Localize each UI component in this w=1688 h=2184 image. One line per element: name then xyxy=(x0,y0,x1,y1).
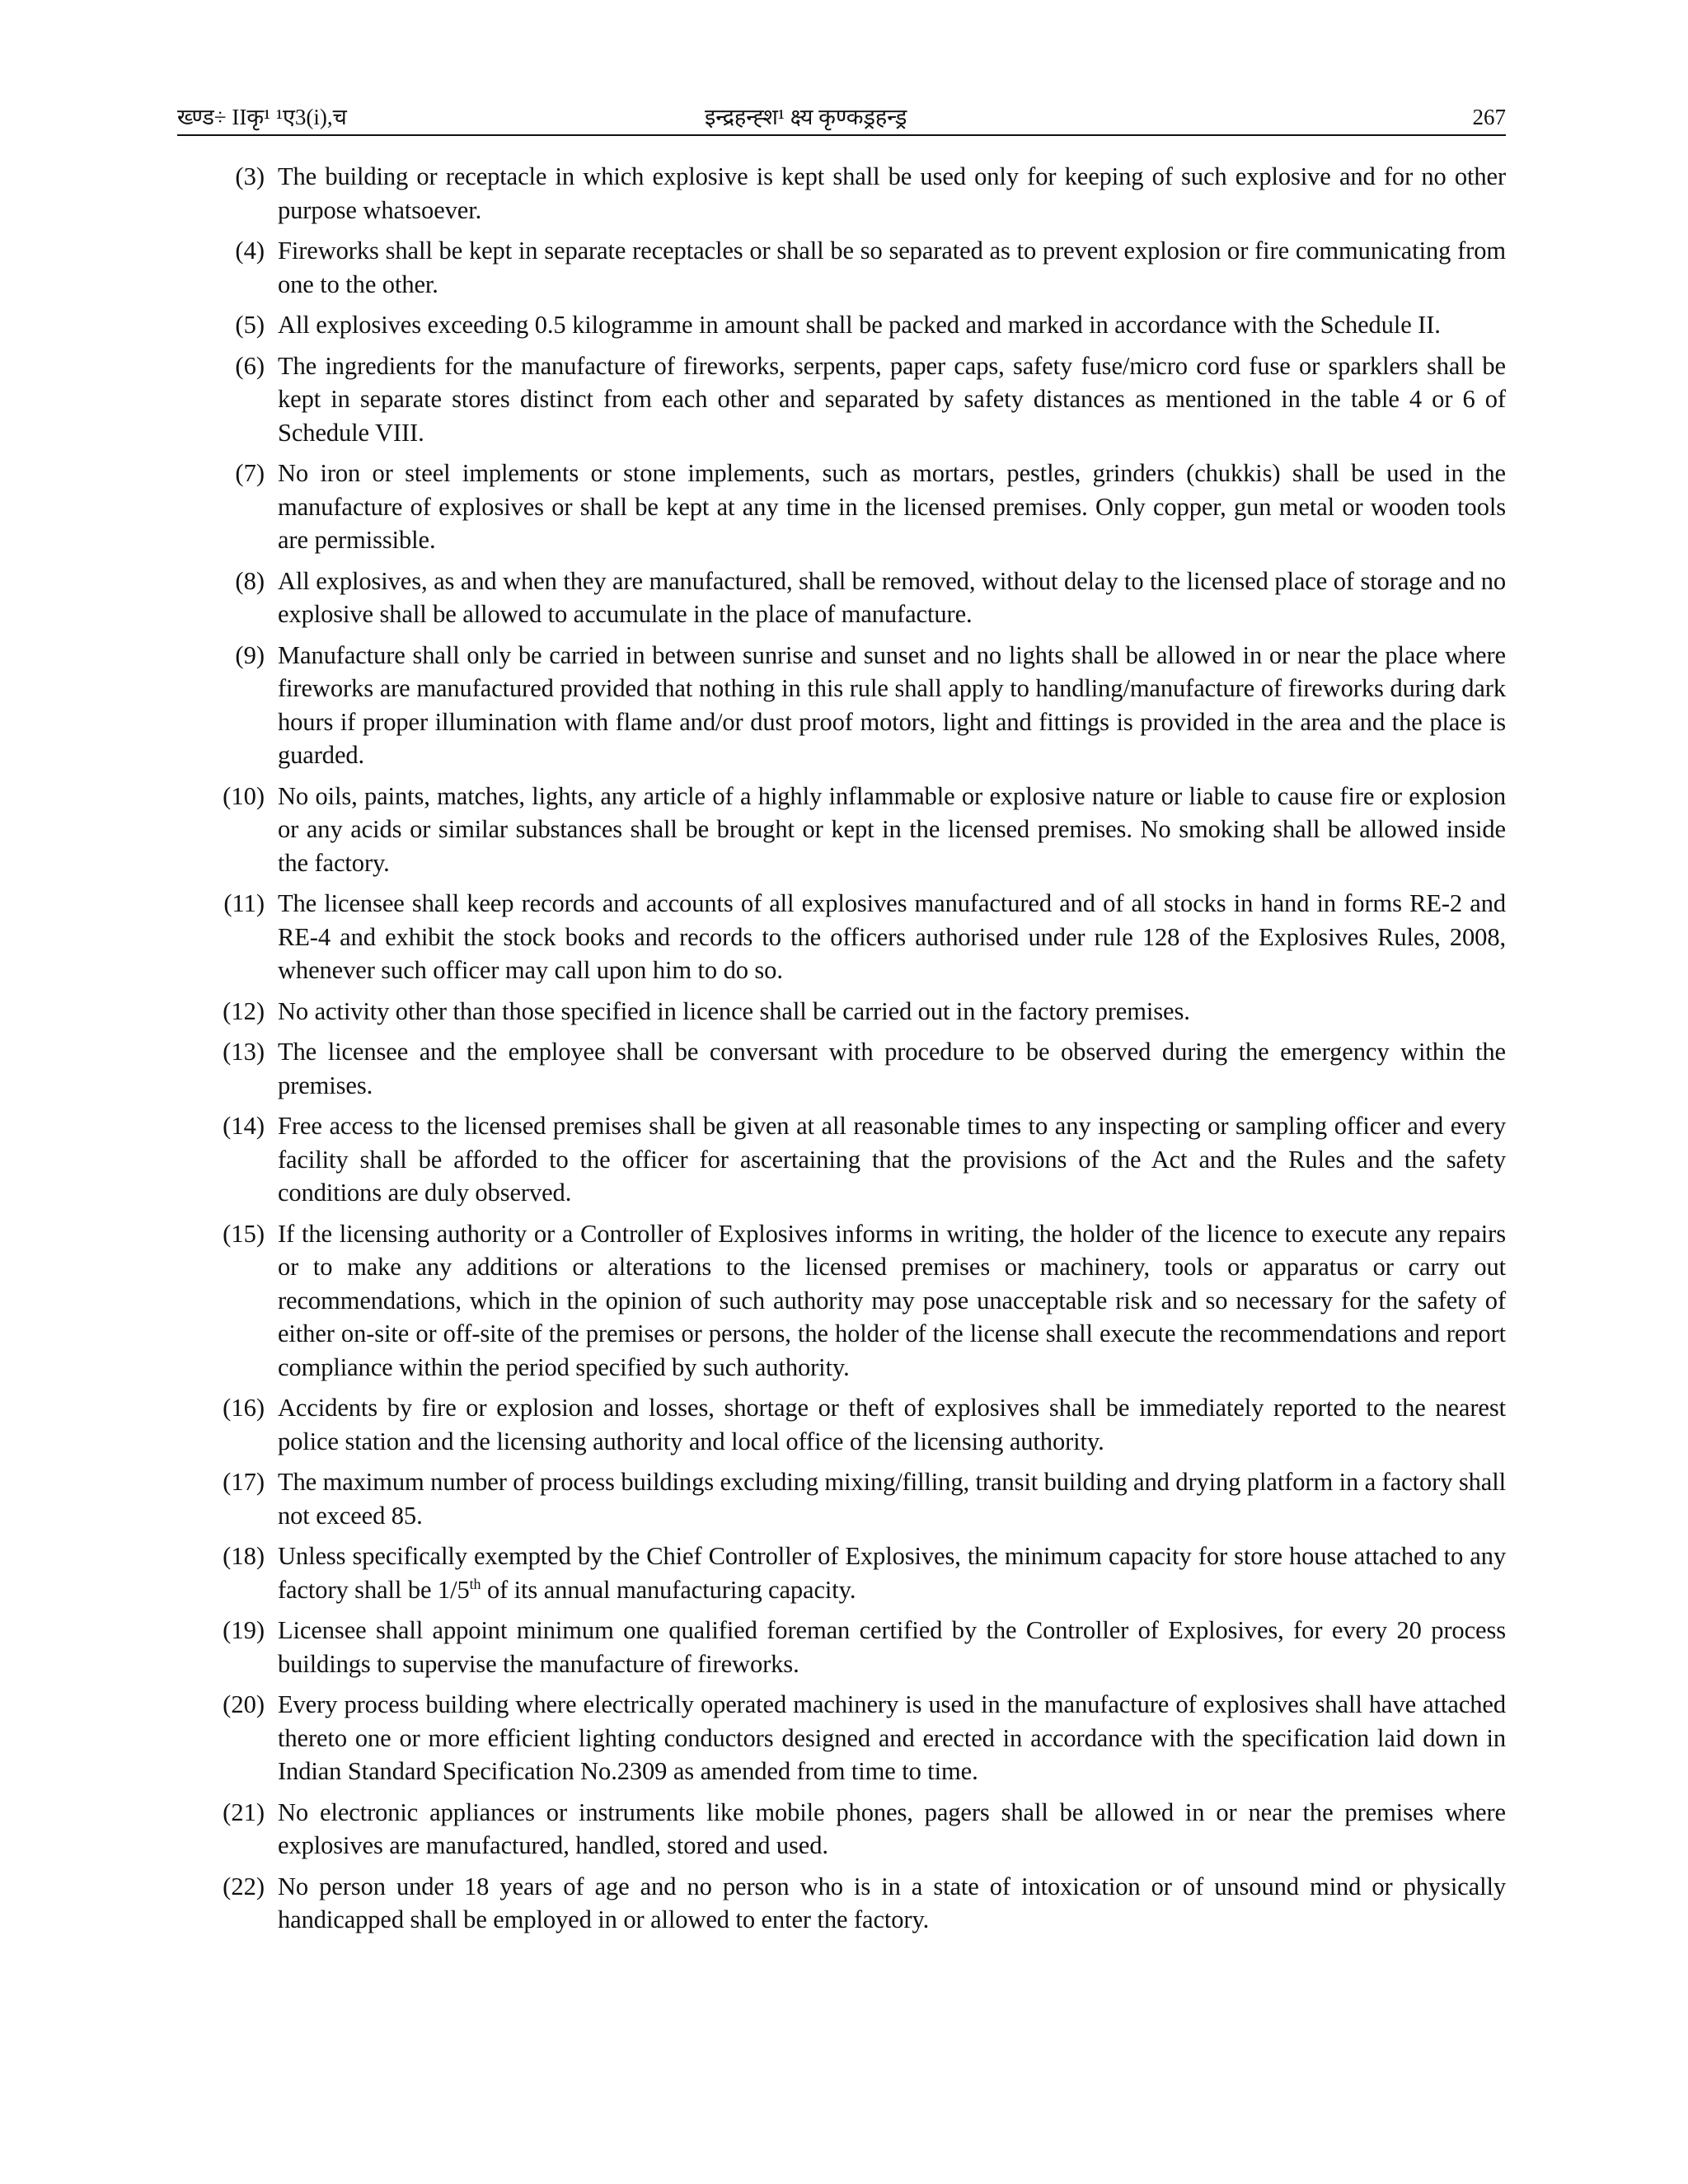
clause-text: Every process building where electrically operated machinery is used in the manufacture of explosives shall have attached thereto one or more efficient lighting conductors designed and erected in accordance with the specification laid down in Indian Standard Specification No.2309 as amended from time to time. xyxy=(278,1690,1506,1785)
clause-3 xyxy=(216,160,1506,227)
clause-22 xyxy=(216,1870,1506,1937)
clause-text: Licensee shall appoint minimum one qualified foreman certified by the Controller of Explosives, for every 20 process buildings to supervise the manufacture of fireworks. xyxy=(278,1616,1506,1678)
clause-text: If the licensing authority or a Controller of Explosives informs in writing, the holder of the licence to execute any repairs or to make any additions or alterations to the licensed premises or machinery, tools or apparatus or carry out recommendations, which in the opinion of such authority may pose unacceptable risk and so necessary for the safety of either on-site or off-site of the premises or persons, the holder of the license shall execute the recommendations and report compliance within the period specified by such authority. xyxy=(278,1219,1506,1381)
clause-number: (9) xyxy=(235,640,265,669)
clause-number: (15) xyxy=(223,1219,265,1248)
clause-text: Accidents by fire or explosion and losses, shortage or theft of explosives shall be immediately reported to the nearest police station and the licensing authority and local office of the licensing authority. xyxy=(278,1394,1506,1455)
clause-number: (5) xyxy=(235,311,265,339)
clause-number: (6) xyxy=(235,351,265,380)
clause-number: (3) xyxy=(235,162,265,190)
page-number: 267 xyxy=(1472,105,1506,129)
clause-13 xyxy=(216,1035,1506,1102)
clause-text-part: Unless specifically exempted by the Chief Controller of Explosives, the minimum capacity for store house attached to any factory shall be 1/5 xyxy=(278,1542,1506,1604)
clause-list xyxy=(216,160,1506,1944)
clause-10 xyxy=(216,780,1506,880)
clause-number: (20) xyxy=(223,1690,265,1718)
clause-20 xyxy=(216,1688,1506,1788)
clause-number: (8) xyxy=(235,566,265,595)
clause-text: All explosives exceeding 0.5 kilogramme in amount shall be packed and marked in accordance with the Schedule II. xyxy=(278,311,1441,339)
clause-text: Manufacture shall only be carried in between sunrise and sunset and no lights shall be allowed in or near the place where fireworks are manufactured provided that nothing in this rule shall apply to handling/manufacture of fireworks during dark hours if proper illumination with flame and/or dust proof motors, light and fittings is provided in the area and the place is guarded. xyxy=(278,640,1506,769)
clause-text: The building or receptacle in which explosive is kept shall be used only for keeping of such explosive and for no other purpose whatsoever. xyxy=(278,162,1506,224)
clause-text: No iron or steel implements or stone implements, such as mortars, pestles, grinders (chukkis) shall be used in the manufacture of explosives or shall be kept at any time in the licensed premises. Only copper, gun metal or wooden tools are permissible. xyxy=(278,459,1506,554)
clause-11 xyxy=(216,887,1506,987)
clause-19 xyxy=(216,1614,1506,1680)
clause-text: All explosives, as and when they are manufactured, shall be removed, without delay to the licensed place of storage and no explosive shall be allowed to accumulate in the place of manufacture. xyxy=(278,566,1506,628)
clause-number: (4) xyxy=(235,237,265,265)
clause-12 xyxy=(216,995,1506,1029)
clause-text: No activity other than those specified in licence shall be carried out in the factory premises. xyxy=(278,996,1190,1025)
clause-21 xyxy=(216,1796,1506,1863)
clause-5 xyxy=(216,308,1506,342)
clause-number: (12) xyxy=(223,996,265,1025)
clause-text: The maximum number of process buildings excluding mixing/filling, transit building and drying platform in a factory shall not exceed 85. xyxy=(278,1468,1506,1530)
clause-14 xyxy=(216,1109,1506,1210)
clause-number: (22) xyxy=(223,1872,265,1900)
clause-number: (14) xyxy=(223,1112,265,1140)
clause-number: (17) xyxy=(223,1468,265,1496)
clause-7 xyxy=(216,457,1506,557)
clause-number: (21) xyxy=(223,1797,265,1826)
clause-text: Free access to the licensed premises shall be given at all reasonable times to any inspecting or sampling officer and every facility shall be afforded to the officer for ascertaining that the provisions of the Act and the Rules and the safety conditions are duly observed. xyxy=(278,1112,1506,1207)
clause-9 xyxy=(216,639,1506,772)
clause-number: (10) xyxy=(223,781,265,810)
clause-text-part: of its annual manufacturing capacity. xyxy=(481,1575,856,1604)
clause-number: (11) xyxy=(223,889,265,917)
clause-text xyxy=(278,1540,1506,1606)
header-left-reference: ख्ण्ड÷ IIकृ¹ ¹ए3(i),च xyxy=(177,105,347,129)
clause-number: (13) xyxy=(223,1038,265,1066)
running-header xyxy=(177,101,1506,134)
clause-number: (18) xyxy=(223,1542,265,1570)
clause-8 xyxy=(216,565,1506,631)
clause-text: The ingredients for the manufacture of fireworks, serpents, paper caps, safety fuse/micro cord fuse or sparklers shall be kept in separate stores distinct from each other and separated by safety distances as mentioned in the table 4 or 6 of Schedule VIII. xyxy=(278,351,1506,447)
header-rule xyxy=(177,134,1506,136)
clause-number: (16) xyxy=(223,1394,265,1422)
clause-16 xyxy=(216,1391,1506,1458)
clause-text: No person under 18 years of age and no person who is in a state of intoxication or of unsound mind or physically handicapped shall be employed in or allowed to enter the factory. xyxy=(278,1872,1506,1933)
clause-4 xyxy=(216,234,1506,301)
clause-number: (19) xyxy=(223,1616,265,1644)
clause-17 xyxy=(216,1465,1506,1532)
clause-6 xyxy=(216,349,1506,450)
superscript: th xyxy=(469,1575,481,1592)
clause-text: The licensee shall keep records and accounts of all explosives manufactured and of all stocks in hand in forms RE-2 and RE-4 and exhibit the stock books and records to the officers authorised under rule 128 of the Explosives Rules, 2008, whenever such officer may call upon him to do so. xyxy=(278,889,1506,984)
clause-text: No oils, paints, matches, lights, any article of a highly inflammable or explosive nature or liable to cause fire or explosion or any acids or similar substances shall be brought or kept in the licensed premises. No smoking shall be allowed inside the factory. xyxy=(278,781,1506,877)
clause-text: The licensee and the employee shall be conversant with procedure to be observed during the emergency within the premises. xyxy=(278,1038,1506,1099)
clause-text: No electronic appliances or instruments like mobile phones, pagers shall be allowed in or near the premises where explosives are manufactured, handled, stored and used. xyxy=(278,1797,1506,1859)
clause-18 xyxy=(216,1540,1506,1606)
clause-number: (7) xyxy=(235,459,265,487)
clause-text: Fireworks shall be kept in separate receptacles or shall be so separated as to prevent explosion or fire communicating from one to the other. xyxy=(278,237,1506,298)
clause-15 xyxy=(216,1217,1506,1385)
header-gazette-title: इन्द्रहन्ह्श¹ क्ष्य कृण्कड्रहन्ड्र xyxy=(705,105,907,129)
